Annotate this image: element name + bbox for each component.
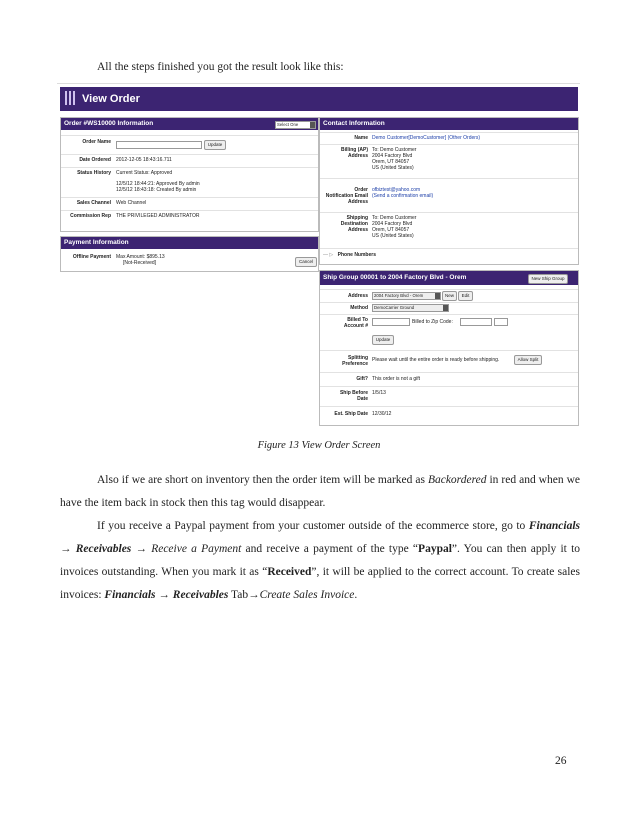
order-name-label: Order Name — [82, 139, 111, 145]
para2-text-g: ”. You can then apply it to invoices outstanding. When you mark it as “ — [60, 543, 581, 578]
ship-label-1: Shipping — [346, 215, 368, 221]
sales-channel-row — [61, 197, 318, 209]
para2-arrow-1: → — [60, 543, 76, 555]
para2-arrow-3: → — [155, 589, 173, 601]
new-address-button[interactable]: New — [442, 291, 457, 301]
para2-tab: Tab — [228, 589, 249, 601]
para2-period: . — [354, 589, 358, 601]
payment-cancel-button[interactable]: Cancel — [295, 257, 317, 267]
est-ship-label: Est. Ship Date — [334, 411, 368, 417]
figure-caption: Figure 13 View Order Screen — [257, 440, 381, 451]
page-number: 26 — [555, 755, 567, 767]
billed-account-input[interactable] — [372, 318, 410, 326]
splitting-label-2: Preference — [342, 361, 368, 367]
billed-to-row — [320, 314, 578, 349]
ship-before-label-1: Ship Before — [339, 390, 368, 396]
splitting-value: Please wait until the entire order is ready before shipping. — [372, 357, 500, 363]
email-label-1: Order — [354, 187, 368, 193]
ship-line-4: US (United States) — [372, 233, 414, 239]
chevron-down-icon — [310, 122, 315, 128]
ship-address-select-value: 2004 Factory Blvd - Orem — [374, 293, 424, 298]
payment-panel-title: Payment Information — [64, 239, 129, 246]
gift-label: Gift? — [356, 376, 368, 382]
para2-receivables-2: Receivables — [172, 589, 229, 601]
ship-address-row — [320, 289, 578, 302]
para2-text-e: and receive a payment of the type “ — [241, 543, 419, 555]
expand-toggle-icon[interactable]: — ▷ — [323, 252, 334, 258]
allow-split-button[interactable]: Allow Split — [514, 355, 542, 365]
billed-zip-input[interactable] — [460, 318, 492, 326]
ship-method-select-value: DemoCarrier Ground — [374, 305, 415, 310]
billing-label-1: Billing (AP) — [341, 147, 368, 153]
email-label-2: Notification Email — [325, 193, 368, 199]
order-name-update-button[interactable]: Update — [204, 140, 226, 150]
ship-line-3: Orem, UT 84057 — [372, 227, 410, 233]
banner-title: View Order — [82, 93, 140, 105]
ship-before-value: 1/5/13 — [372, 390, 386, 396]
shipping-address-row — [320, 212, 578, 243]
contact-name-label: Name — [354, 135, 368, 141]
order-select-value: Select One — [277, 122, 299, 127]
est-ship-date-row — [320, 406, 578, 421]
commission-rep-value: THE PRIVILEGED ADMINISTRATOR — [116, 213, 200, 219]
order-info-panel — [60, 117, 319, 232]
chevron-down-icon — [443, 305, 448, 311]
splitting-row — [320, 350, 578, 371]
sales-channel-label: Sales Channel — [76, 200, 111, 206]
intro-text: All the steps finished you got the result look like this: — [97, 61, 344, 73]
view-order-screenshot — [57, 83, 580, 424]
contact-panel-title: Contact Information — [323, 120, 385, 127]
para1-backordered: Backordered — [427, 474, 487, 486]
phone-numbers-label: Phone Numbers — [337, 252, 376, 258]
splitting-label-1: Splitting — [348, 355, 368, 361]
billed-label-1: Billed To — [347, 317, 368, 323]
new-ship-group-button[interactable]: New Ship Group — [528, 274, 568, 284]
ship-method-label: Method — [350, 305, 368, 311]
para2-receivables: Receivables — [75, 543, 132, 555]
ship-update-button[interactable]: Update — [372, 335, 394, 345]
status-history-row — [61, 167, 318, 196]
order-panel-title: Order #WS10000 Information — [64, 120, 154, 127]
ship-address-label: Address — [347, 293, 368, 299]
para2-receive-payment: Receive a Payment — [151, 543, 242, 555]
para2-text-a: If you receive a Paypal payment from your customer outside of the ecommerce store, go to — [97, 520, 529, 532]
billed-label-2: Account # — [343, 323, 368, 329]
date-ordered-value: 2012-12-05 18:43:16.711 — [116, 157, 172, 163]
notification-email-value[interactable]: ofbiztest@yahoo.com — [372, 187, 421, 193]
billing-line-3: Orem, UT 84057 — [372, 159, 410, 165]
para2-create-invoice: Create Sales Invoice — [259, 589, 355, 601]
ship-line-1: To: Demo Customer — [372, 215, 417, 221]
ship-method-row — [320, 302, 578, 313]
billing-line-4: US (United States) — [372, 165, 414, 171]
ship-before-row — [320, 386, 578, 405]
billed-zip-input-2[interactable] — [494, 318, 508, 326]
billing-line-1: To: Demo Customer — [372, 147, 417, 153]
para2-financials-2: Financials — [104, 589, 156, 601]
date-ordered-label: Date Ordered — [79, 157, 111, 163]
chevron-down-icon — [435, 293, 440, 299]
gift-row — [320, 372, 578, 385]
para2-arrow-2: → — [131, 543, 152, 555]
status-current: Current Status: Approved — [116, 170, 173, 176]
status-history-label: Status History — [77, 170, 111, 176]
offline-payment-label: Offline Payment — [72, 254, 111, 260]
order-name-row — [61, 135, 318, 153]
para2-paypal: Paypal — [418, 543, 452, 555]
status-entry-2: 12/5/12 18:43:18: Created By admin — [116, 187, 197, 193]
ship-label-3: Address — [347, 227, 368, 233]
contact-name-value[interactable]: Demo Customer[DemoCustomer] (Other Orders) — [372, 135, 481, 141]
gift-value: This order is not a gift — [372, 376, 421, 382]
ship-line-2: 2004 Factory Blvd — [372, 221, 413, 227]
app-logo-icon — [65, 91, 77, 105]
order-select-dropdown[interactable] — [275, 121, 316, 129]
billing-line-2: 2004 Factory Blvd — [372, 153, 413, 159]
sales-channel-value: Web Channel — [116, 200, 147, 206]
edit-address-button[interactable]: Edit — [458, 291, 473, 301]
est-ship-value: 12/30/12 — [372, 411, 392, 417]
billed-zip-label: Billed to Zip Code: — [412, 319, 453, 325]
ship-method-select[interactable] — [372, 304, 449, 312]
ship-group-title: Ship Group 00001 to 2004 Factory Blvd - Orem — [323, 274, 467, 281]
payment-panel-header — [61, 237, 318, 249]
ship-label-2: Destination — [340, 221, 368, 227]
order-name-input[interactable] — [116, 141, 202, 149]
billing-address-row — [320, 144, 578, 177]
para2-text-i: ”, it will be applied to the correct account. To create sales invoices: — [60, 566, 580, 601]
view-order-banner — [60, 87, 578, 111]
max-amount: Max Amount: $895.13 — [116, 254, 165, 260]
email-label-3: Address — [347, 199, 368, 205]
not-received-status: [Not-Received] — [123, 260, 157, 266]
ship-address-select[interactable] — [372, 292, 441, 300]
para2-arrow-4: → — [248, 589, 260, 601]
paragraph-paypal — [60, 515, 580, 607]
para1-text-a: Also if we are short on inventory then the order item will be marked as — [97, 474, 428, 486]
payment-info-panel — [60, 236, 319, 272]
para2-received: Received — [267, 566, 312, 578]
phone-numbers-row — [320, 248, 578, 261]
contact-name-row — [320, 132, 578, 143]
para2-financials: Financials — [528, 520, 580, 532]
commission-rep-row — [61, 210, 318, 222]
ship-group-panel — [319, 270, 579, 426]
ship-before-label-2: Date — [357, 396, 368, 402]
date-ordered-row — [61, 154, 318, 166]
send-confirmation-link[interactable]: (Send a confirmation email) — [372, 193, 434, 199]
paragraph-backordered — [60, 469, 580, 515]
para1-text-c: in red and when we have the item back in stock then this tag would disappear. — [60, 474, 580, 509]
status-entry-1: 12/5/12 18:44:21: Approved By admin — [116, 181, 200, 187]
contact-info-panel — [319, 117, 579, 265]
commission-rep-label: Commission Rep — [70, 213, 111, 219]
billing-label-2: Address — [347, 153, 368, 159]
contact-panel-header — [320, 118, 578, 130]
notification-email-row — [320, 178, 578, 211]
